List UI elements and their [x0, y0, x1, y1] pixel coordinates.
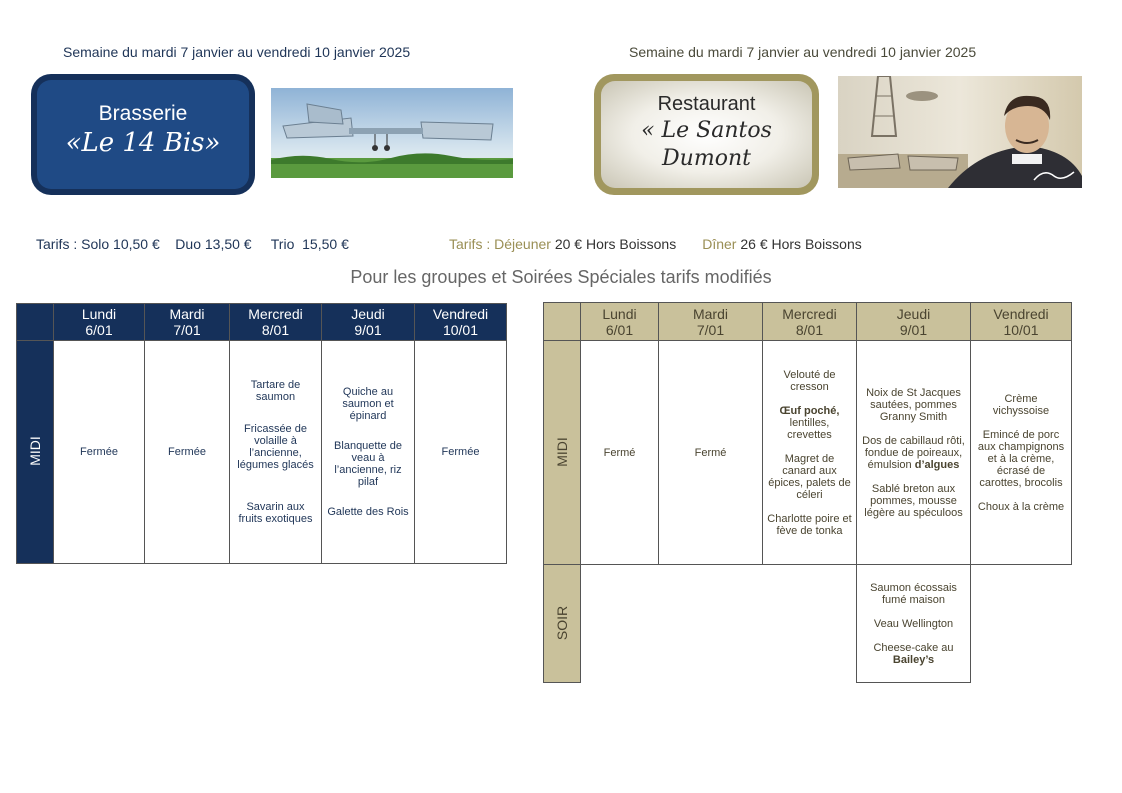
restaurant-badge	[594, 74, 819, 195]
brasserie-vendredi-cell: Fermée	[415, 341, 507, 564]
brasserie-header-row	[17, 304, 507, 341]
brasserie-tarifs: Tarifs : Solo 10,50 € Duo 13,50 € Trio 15,50 €	[36, 236, 349, 252]
brasserie-lundi-cell: Fermée	[54, 341, 145, 564]
restaurant-name-line3: Dumont	[662, 146, 751, 171]
santos-dumont-portrait	[838, 76, 1082, 188]
brasserie-midi-row	[17, 341, 507, 564]
restaurant-soir-label: SOIR	[544, 565, 581, 683]
restaurant-mercredi-cell: Velouté de cresson Œuf poché, lentilles, crevettes Magret de canard aux épices, palets de céleri Charlotte poire et fève de tonka	[763, 341, 857, 565]
restaurant-day-header: Mercredi 8/01	[763, 303, 857, 341]
brasserie-jeudi-cell: Quiche au saumon et épinard Blanquette de veau à l’ancienne, riz pilaf Galette des Rois	[322, 341, 415, 564]
restaurant-day-header: Vendredi 10/01	[971, 303, 1072, 341]
tarifs-dejeuner-value: 20 € Hors Boissons	[554, 236, 677, 252]
tarifs-diner-value: 26 € Hors Boissons	[740, 236, 862, 252]
brasserie-mardi-cell: Fermée	[145, 341, 230, 564]
brasserie-week: Semaine du mardi 7 janvier au vendredi 10 janvier 2025	[63, 44, 411, 60]
brasserie-badge	[31, 74, 255, 195]
restaurant-day-header: Lundi 6/01	[581, 303, 659, 341]
brasserie-day-header: Mercredi 8/01	[230, 304, 322, 341]
brasserie-day-header: Vendredi 10/01	[415, 304, 507, 341]
brasserie-day-header: Lundi 6/01	[54, 304, 145, 341]
restaurant-name-line1: Restaurant	[657, 93, 756, 115]
restaurant-midi-label: MIDI	[544, 341, 581, 565]
brasserie-name-line2: «Le 14 Bis»	[65, 128, 221, 158]
brasserie-day-header: Mardi 7/01	[145, 304, 230, 341]
brasserie-midi-label: MIDI	[17, 341, 54, 564]
groupes-note: Pour les groupes et Soirées Spéciales tarifs modifiés	[350, 267, 772, 287]
brasserie-mercredi-cell: Tartare de saumon Fricassée de volaille à l’ancienne, légumes glacés Savarin aux fruits exotiques	[230, 341, 322, 564]
brasserie-name-line1: Brasserie	[98, 102, 188, 125]
restaurant-week: Semaine du mardi 7 janvier au vendredi 10 janvier 2025	[629, 44, 977, 60]
tarifs-diner-label: Dîner	[702, 236, 741, 252]
restaurant-day-header: Jeudi 9/01	[857, 303, 971, 341]
restaurant-name-line2: « Le Santos	[641, 118, 772, 143]
restaurant-header-row	[544, 303, 1072, 341]
restaurant-lundi-cell: Fermé	[581, 341, 659, 565]
restaurant-day-header: Mardi 7/01	[659, 303, 763, 341]
tarifs-dejeuner-label: Tarifs : Déjeuner	[449, 236, 555, 252]
restaurant-mardi-cell: Fermé	[659, 341, 763, 565]
restaurant-tarifs	[449, 236, 862, 252]
restaurant-menu-table	[543, 302, 1072, 683]
restaurant-jeudi-midi-cell: Noix de St Jacques sautées, pommes Granny Smith Dos de cabillaud rôti, fondue de poireaux, émulsion d’algues Sablé breton aux pommes, mousse légère au spéculoos	[857, 341, 971, 565]
restaurant-midi-row	[544, 341, 1072, 565]
airplane-illustration	[271, 88, 513, 178]
restaurant-soir-row	[544, 565, 1072, 683]
brasserie-day-header: Jeudi 9/01	[322, 304, 415, 341]
restaurant-jeudi-soir-cell: Saumon écossais fumé maison Veau Wellington Cheese-cake au Bailey’s	[857, 565, 971, 683]
brasserie-menu-table	[16, 303, 507, 564]
restaurant-vendredi-cell: Crème vichyssoise Emincé de porc aux champignons et à la crème, écrasé de carottes, brocolis Choux à la crème	[971, 341, 1072, 565]
